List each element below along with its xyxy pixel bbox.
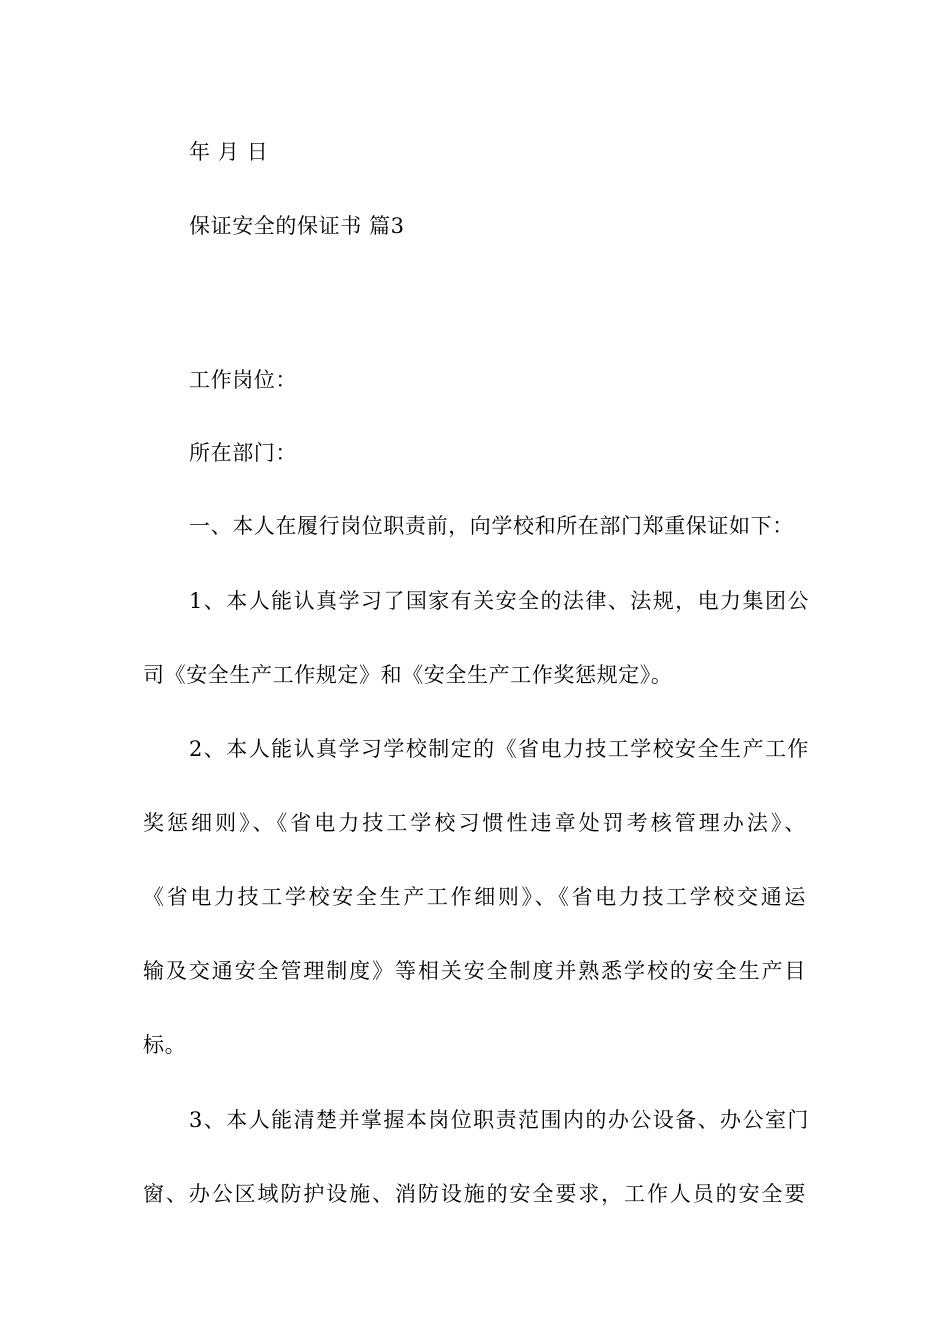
item3-line2: 窗、办公区域防护设施、消防设施的安全要求，工作人员的安全要 [143, 1182, 806, 1206]
pledge-intro: 一、本人在履行岗位职责前，向学校和所在部门郑重保证如下： [189, 514, 794, 538]
item1-line1: 1、本人能认真学习了国家有关安全的法律、法规，电力集团公 [189, 589, 809, 613]
item2-line4: 输及交通安全管理制度》等相关安全制度并熟悉学校的安全生产目 [143, 959, 806, 983]
item1-line2: 司《安全生产工作规定》和《安全生产工作奖惩规定》。 [143, 663, 673, 687]
date-line: 年 月 日 [189, 140, 269, 164]
section-title: 保证安全的保证书 篇3 [189, 214, 405, 238]
item2-line3: 《省电力技工学校安全生产工作细则》、《省电力技工学校交通运 [143, 885, 806, 909]
department-label: 所在部门： [189, 441, 297, 465]
item2-line5: 标。 [143, 1033, 187, 1057]
item2-line1: 2、本人能认真学习学校制定的《省电力技工学校安全生产工作 [189, 737, 809, 761]
job-position-label: 工作岗位： [189, 368, 297, 392]
item2-line2: 奖惩细则》、《省电力技工学校习惯性违章处罚考核管理办法》、 [143, 811, 806, 835]
item3-line1: 3、本人能清楚并掌握本岗位职责范围内的办公设备、办公室门 [189, 1108, 809, 1132]
